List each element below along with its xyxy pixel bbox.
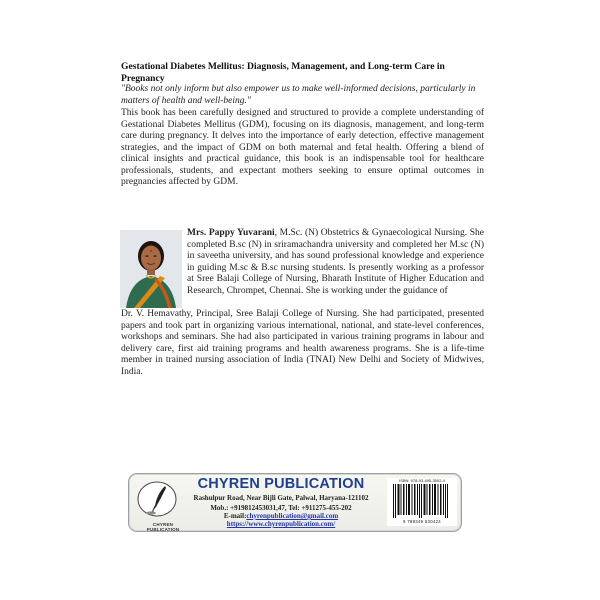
book-title: Gestational Diabetes Mellitus: Diagnosis, Management, and Long-term Care in Pregnancy — [121, 61, 445, 84]
isbn-label: ISBN: 978-93-495-3502-4 — [399, 478, 445, 483]
publisher-box — [128, 473, 462, 532]
publisher-email-label: E-mail: — [223, 512, 247, 520]
book-description: This book has been carefully designed and structured to provide a complete understanding of Gestational Diabetes Mellitus (GDM), focusing on its diagnosis, management, and long-term care during pregnancy. It delves into the importance of early detection, effective management strategies, and the impact of GDM on both maternal and fetal health. Offering a blend of clinical insights and practical guidance, this book is an indispensable tool for healthcare professionals, students, and expectant mothers seeking to ensure optimal outcomes in pregnancies affected by GDM. — [121, 108, 484, 187]
isbn-barcode — [387, 478, 457, 526]
book-quote: "Books not only inform but also empower us to make well-informed decisions, particularly in matters of health and well-being." — [121, 84, 476, 106]
publisher-website-line — [183, 520, 379, 528]
publisher-phones: Mob.: +919812453031,47, Tel: +911275-455-202 — [210, 504, 352, 512]
publisher-email-link[interactable]: chyrenpublication@gmail.com — [246, 512, 339, 520]
quill-pen-icon — [135, 480, 179, 520]
author-bio-intro — [187, 228, 484, 297]
author-bio-top: , M.Sc. (N) Obstetrics & Gynaecological Nursing. She completed B.sc (N) in sriramachandra university and completed her M.sc (N) in saveetha university, and has sound professional knowledge and experience in guiding M.sc & B.sc nursing students. Is presently working as a professor at Sree Balaji College of Nursing, Bharath Institute of Higher Education and Research, Chrompet, Chennai. She is working under the guidance of — [187, 228, 484, 296]
author-portrait-icon — [120, 230, 182, 308]
author-bio-continued: Dr. V. Hemavathy, Principal, Sree Balaji College of Nursing. She had participated, presented papers and took part in organizing various international, national, and state-level conferences, workshops and seminars. She had also participated in various training programs in labour and delivery care, first aid training programs and health awareness programs. She is a life-time member in trained nursing association of India (TNAI) New Delhi and Society of Midwives, India. — [121, 309, 484, 377]
publisher-logo — [135, 480, 180, 532]
publisher-name: CHYREN PUBLICATION — [197, 476, 365, 492]
author-name: Mrs. Pappy Yuvarani — [187, 228, 275, 238]
author-photo — [120, 230, 182, 308]
publisher-address: Rashulpur Road, Near Bijli Gate, Palwal, Haryana-121102 — [193, 494, 369, 502]
barcode-digits: 9 789349 530424 — [403, 519, 441, 524]
publisher-website-link[interactable]: https://www.chyrenpublication.com/ — [226, 520, 336, 528]
publisher-logo-text: CHYREN PUBLICATION — [146, 522, 180, 532]
publisher-email-line — [183, 512, 379, 520]
